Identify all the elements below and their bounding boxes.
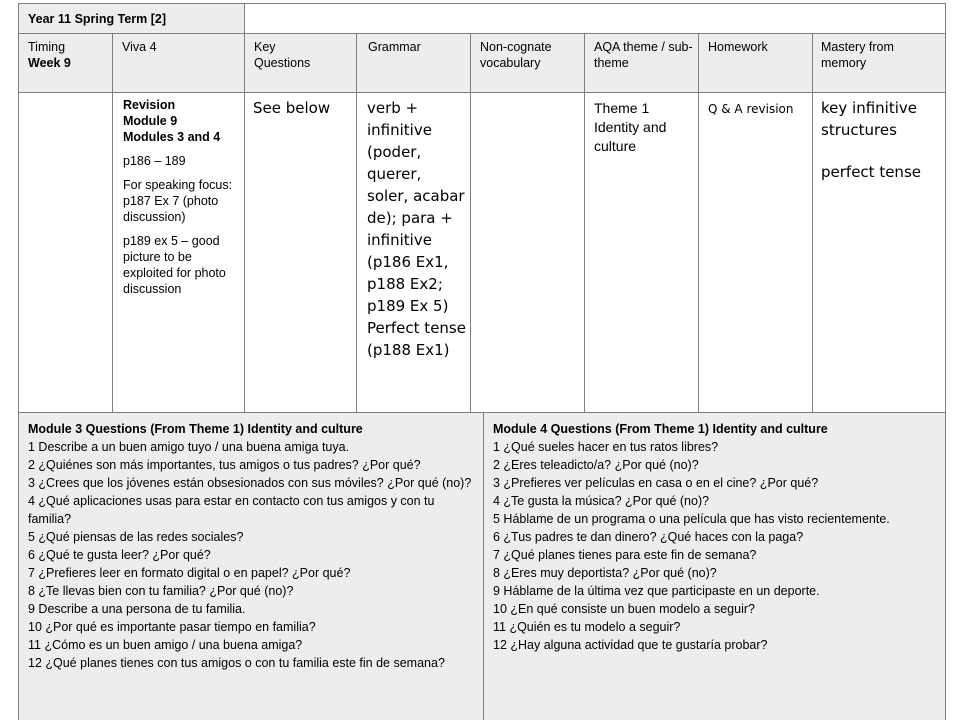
module3-question: 2 ¿Quiénes son más importantes, tus amigos o tus padres? ¿Por qué?: [28, 458, 421, 472]
module3-question: 4 ¿Qué aplicaciones usas para estar en contacto con tus amigos y con tu familia?: [28, 494, 435, 526]
row-mastery: [812, 92, 946, 413]
module4-panel: [483, 412, 946, 720]
mastery-line-2: perfect tense: [821, 163, 921, 181]
module3-heading: Module 3 Questions (From Theme 1) Identity and culture: [28, 422, 363, 436]
module3-question: 9 Describe a una persona de tu familia.: [28, 602, 246, 616]
title-cell: [18, 3, 245, 34]
homework-value: Q & A revision: [708, 102, 794, 116]
module3-question: 12 ¿Qué planes tienes con tus amigos o con tu familia este fin de semana?: [28, 656, 445, 670]
header-viva: [112, 33, 245, 93]
row-viva: [112, 92, 245, 413]
viva-picture-note: p189 ex 5 – good picture to be exploited for photo discussion: [123, 234, 226, 296]
module4-question: 9 Háblame de la última vez que participaste en un deporte.: [493, 584, 820, 598]
row-homework: [698, 92, 813, 413]
header-viva-label: Viva 4: [122, 40, 157, 54]
header-timing: [18, 33, 113, 93]
module4-question: 3 ¿Prefieres ver películas en casa o en el cine? ¿Por qué?: [493, 476, 819, 490]
module3-question: 3 ¿Crees que los jóvenes están obsesionados con sus móviles? ¿Por qué (no)?: [28, 476, 472, 490]
header-key-questions: [244, 33, 357, 93]
module3-question: 10 ¿Por qué es importante pasar tiempo en familia?: [28, 620, 316, 634]
header-mastery-label: Mastery from memory: [821, 40, 894, 70]
viva-title-line-3: Modules 3 and 4: [123, 130, 221, 144]
header-grammar-label: Grammar: [368, 40, 421, 54]
module4-question: 12 ¿Hay alguna actividad que te gustaría probar?: [493, 638, 768, 652]
header-grammar: [356, 33, 471, 93]
module3-question: 8 ¿Te llevas bien con tu familia? ¿Por qué (no)?: [28, 584, 294, 598]
header-non-cognate: [470, 33, 585, 93]
grammar-value: verb + infinitive (poder, querer, soler, acabar de); para + infinitive (p186 Ex1, p188 Ex2; p189 Ex 5) Perfect tense (p188 Ex1): [367, 99, 466, 359]
module3-question: 11 ¿Cómo es un buen amigo / una buena amiga?: [28, 638, 303, 652]
module3-question: 6 ¿Qué te gusta leer? ¿Por qué?: [28, 548, 211, 562]
header-mastery: [812, 33, 946, 93]
module4-question: 11 ¿Quién es tu modelo a seguir?: [493, 620, 681, 634]
row-grammar: [356, 92, 471, 413]
header-timing-label: Timing: [28, 40, 66, 54]
module3-question: 5 ¿Qué piensas de las redes sociales?: [28, 530, 244, 544]
header-non-cognate-label: Non-cognate vocabulary: [480, 40, 552, 70]
module3-question: 1 Describe a un buen amigo tuyo / una buena amiga tuya.: [28, 440, 350, 454]
module3-question: 7 ¿Prefieres leer en formato digital o en papel? ¿Por qué?: [28, 566, 351, 580]
module3-panel: [18, 412, 484, 720]
module4-question: 1 ¿Qué sueles hacer en tus ratos libres?: [493, 440, 719, 454]
module4-question: 4 ¿Te gusta la música? ¿Por qué (no)?: [493, 494, 710, 508]
module4-question: 8 ¿Eres muy deportista? ¿Por qué (no)?: [493, 566, 717, 580]
key-questions-value: See below: [253, 99, 331, 117]
viva-speaking-focus: For speaking focus: p187 Ex 7 (photo discussion): [123, 178, 233, 224]
header-homework: [698, 33, 813, 93]
row-non-cognate: [470, 92, 585, 413]
page-title: Year 11 Spring Term [2]: [28, 12, 167, 26]
module4-heading: Module 4 Questions (From Theme 1) Identity and culture: [493, 422, 828, 436]
header-week-label: Week 9: [28, 56, 71, 70]
mastery-line-1: key infinitive structures: [821, 99, 917, 139]
module4-question: 7 ¿Qué planes tienes para este fin de semana?: [493, 548, 757, 562]
header-homework-label: Homework: [708, 40, 768, 54]
header-aqa-theme: [584, 33, 699, 93]
viva-pages: p186 – 189: [123, 154, 186, 168]
header-key-questions-label: Key Questions: [254, 40, 311, 70]
row-aqa-theme: [584, 92, 699, 413]
viva-title-line-1: Revision: [123, 98, 176, 112]
module4-question: 10 ¿En qué consiste un buen modelo a seguir?: [493, 602, 755, 616]
viva-title-line-2: Module 9: [123, 114, 178, 128]
row-key-questions: [244, 92, 357, 413]
title-empty-cell: [244, 3, 946, 34]
module4-question: 5 Háblame de un programa o una película que has visto recientemente.: [493, 512, 890, 526]
module4-question: 2 ¿Eres teleadicto/a? ¿Por qué (no)?: [493, 458, 699, 472]
row-timing: [18, 92, 113, 413]
module4-question: 6 ¿Tus padres te dan dinero? ¿Qué haces con la paga?: [493, 530, 804, 544]
aqa-theme-value: Theme 1 Identity and culture: [594, 100, 667, 154]
header-aqa-theme-label: AQA theme / sub-theme: [594, 40, 693, 70]
